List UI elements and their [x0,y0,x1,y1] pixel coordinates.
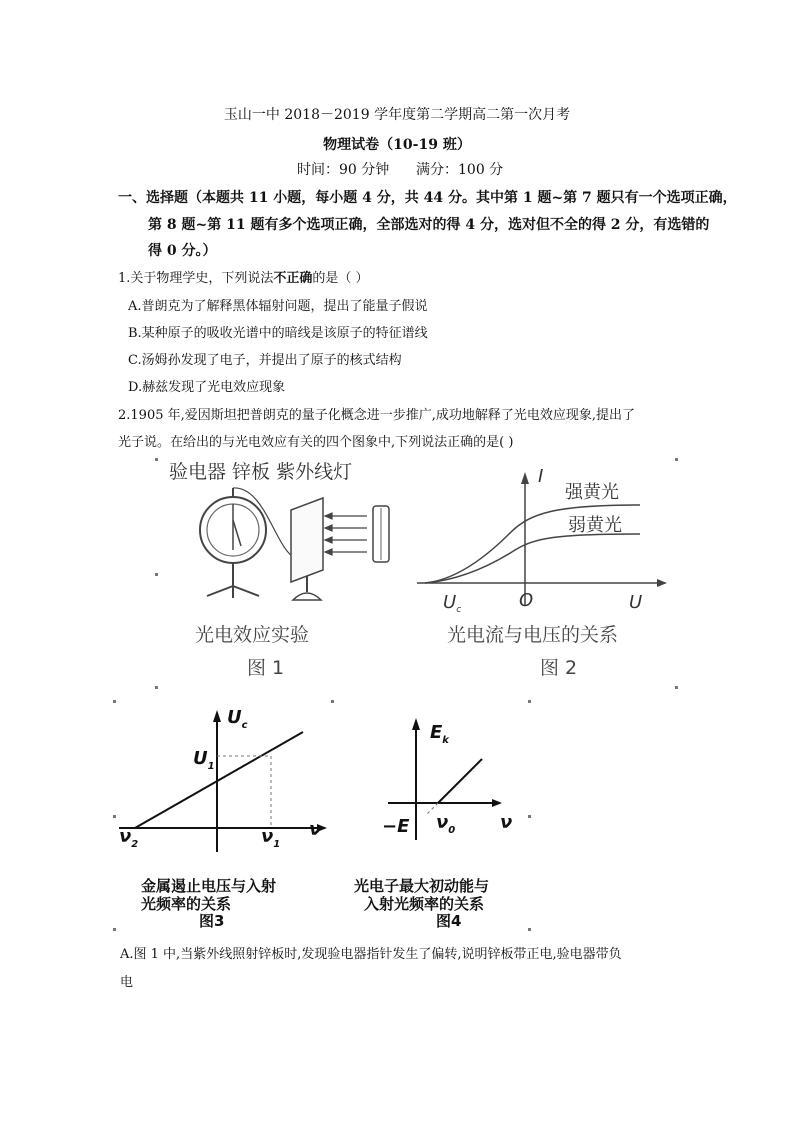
q2-option-a-line1: A.图 1 中,当紫外线照射锌板时,发现验电器指针发生了偏转,说明锌板带正电,验电器带负 [120,947,622,962]
exam-title: 玉山一中 2018－2019 学年度第二学期高二第一次月考 [223,107,571,123]
fig1-caption: 光电效应实验 [195,624,310,646]
fig4-neg-e-label: −E [382,816,410,837]
fig2-x-label: U [629,592,643,613]
q2-stem-line2: 光子说。在给出的与光电效应有关的四个图象中,下列说法正确的是( ) [118,435,514,450]
weak-light-curve [425,534,640,583]
exam-time: 时间：90 分钟 [297,162,390,178]
q1-stem-prefix: 1.关于物理学史，下列说法 [118,271,274,286]
fig4-number: 图4 [436,912,462,930]
q1-stem-emph: 不正确 [273,271,313,286]
section-heading-line3: 得 0 分。） [148,243,217,259]
fig4-x-label: ν [500,812,513,833]
fig3-y-label: $U_c$ [227,707,248,731]
fig2-strong-label: 强黄光 [565,482,619,503]
section-heading-line1: 一、选择题（本题共 11 小题，每小题 4 分，共 44 分。其中第 1 题~第 7 题只有一个选项正确， [118,190,737,206]
exam-score: 满分：100 分 [416,162,504,178]
fig3-u1-label: $U_1$ [193,748,215,772]
q1-option-b: B.某种原子的吸收光谱中的暗线是该原子的特征谱线 [128,326,428,341]
fig4-nu0-label: $\nu_0$ [436,812,456,836]
fig4-caption-line1: 光电子最大初动能与 [354,877,490,895]
fig3-number: 图3 [199,912,225,930]
fig2-uc-label: $U_c$ [443,592,462,615]
fig3-nu2-label: $\nu_2$ [119,826,139,850]
figure-4 [350,700,532,932]
fig3-caption-line2: 光频率的关系 [141,895,232,913]
fig2-origin: O [519,590,534,611]
fig3-caption-line1: 金属遏止电压与入射 [141,877,277,895]
section-heading-line2: 第 8 题~第 11 题有多个选项正确，全部选对的得 4 分，选对但不全的得 2 分，有选错的 [148,217,710,233]
exam-subject: 物理试卷（10-19 班） [323,137,471,153]
fig2-y-label: I [538,466,544,487]
figure-1-2 [155,458,680,690]
fig4-caption-line2: 入射光频率的关系 [364,895,485,913]
q2-option-a-line2: 电 [120,975,134,990]
fig2-caption: 光电流与电压的关系 [447,624,619,646]
fig4-line [438,759,482,803]
q1-stem-suffix: 的是（ ） [312,271,369,286]
figure-3 [113,700,335,932]
fig3-nu1-label: $\nu_1$ [261,826,281,850]
q1-option-c: C.汤姆孙发现了电子，并提出了原子的核式结构 [128,353,402,368]
electroscope-needle [233,520,241,546]
fig1-top-labels: 验电器 锌板 紫外线灯 [169,461,353,483]
fig3-line [135,732,303,828]
fig1-apparatus [169,461,389,679]
fig2-number: 图 2 [540,657,578,679]
fig3-x-label: ν [309,819,322,840]
q1-option-d: D.赫兹发现了光电效应现象 [128,380,286,395]
fig2-weak-label: 弱黄光 [568,515,622,536]
q1-option-a: A.普朗克为了解释黑体辐射问题，提出了能量子假说 [128,299,428,314]
fig1-number: 图 1 [247,657,285,679]
q1-stem [118,267,369,286]
q2-stem-line1: 2.1905 年,爱因斯坦把普朗克的量子化概念进一步推广,成功地解释了光电效应现象,提出了 [118,408,636,423]
fig4-y-label: $E_k$ [430,722,449,746]
fig2-graph [417,466,667,679]
zinc-plate [291,498,323,582]
